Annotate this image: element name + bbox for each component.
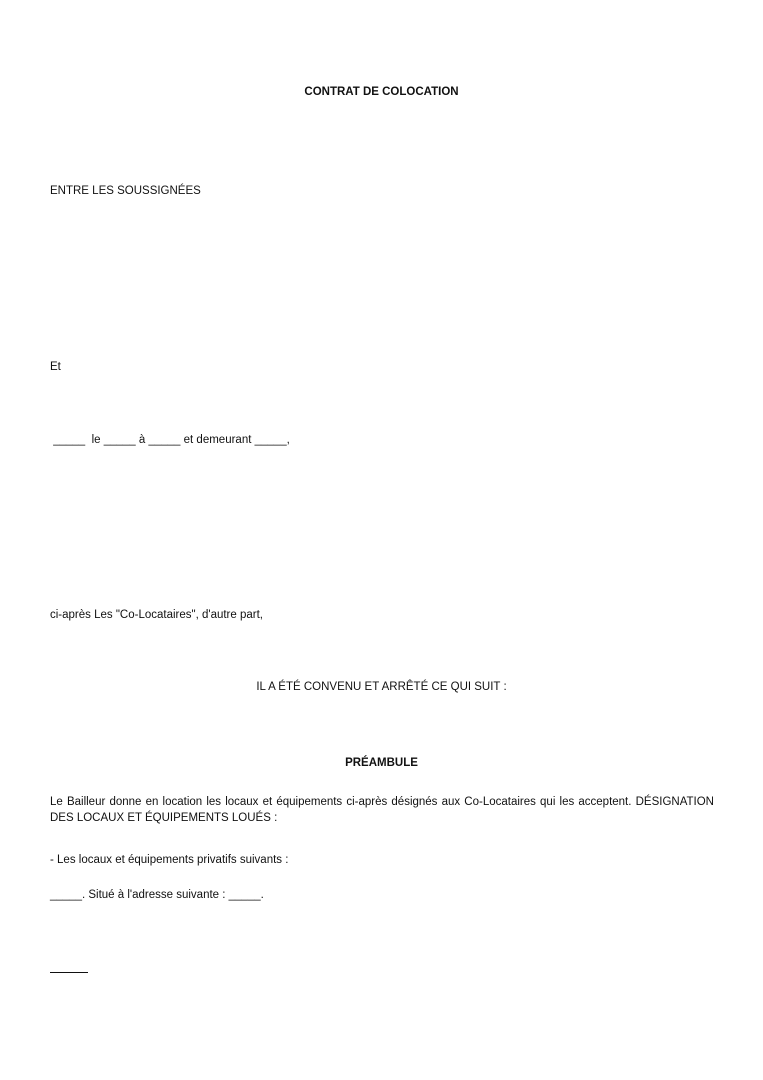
tenant-identity-line: _____ le _____ à _____ et demeurant _____,	[50, 434, 290, 446]
address-line: _____. Situé à l'adresse suivante : _____.	[50, 889, 264, 901]
preamble-paragraph: Le Bailleur donne en location les locaux et équipements ci-après désignés aux Co-Locataires qui les acceptent. DÉSIGNATION DES LOCAUX ET ÉQUIPEMENTS LOUÉS :	[50, 796, 714, 824]
preamble-heading: PRÉAMBULE	[345, 757, 418, 769]
private-premises-line: - Les locaux et équipements privatifs suivants :	[50, 854, 289, 866]
tenant-designation: ci-après Les "Co-Locataires", d'autre part,	[50, 609, 263, 621]
and-label: Et	[50, 361, 61, 373]
document-title: CONTRAT DE COLOCATION	[304, 86, 459, 98]
agreement-statement: IL A ÉTÉ CONVENU ET ARRÊTÉ CE QUI SUIT :	[256, 681, 507, 693]
blank-field-rule	[50, 972, 88, 974]
parties-heading: ENTRE LES SOUSSIGNÉES	[50, 185, 201, 197]
